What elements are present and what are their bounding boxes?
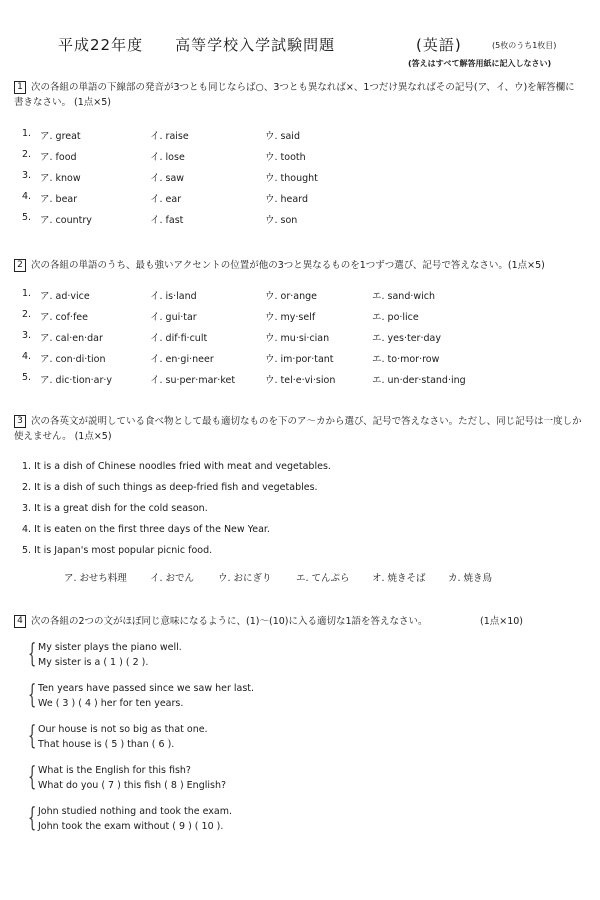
q2-option-b: イ. gui·tar — [150, 312, 197, 323]
q3-sentence: 2. It is a dish of such things as deep-fried fish and vegetables. — [22, 482, 318, 493]
q4-sentence-original: John studied nothing and took the exam. — [38, 806, 232, 817]
q1-option-a: ア. bear — [40, 194, 78, 205]
q2-option-b: イ. en·gi·neer — [150, 354, 214, 365]
brace-bracket: { — [28, 721, 37, 751]
q2-option-b: イ. dif·fi·cult — [150, 333, 208, 344]
q2-option-d: エ. yes·ter·day — [372, 333, 441, 344]
q1-option-a: ア. country — [40, 215, 92, 226]
q2-option-a: ア. ad·vice — [40, 291, 90, 302]
q2-row-number: 1. — [22, 288, 32, 299]
q4-sentence-original: Ten years have passed since we saw her last. — [38, 683, 255, 694]
q1-option-b: イ. raise — [150, 131, 189, 142]
brace-bracket: { — [28, 680, 37, 710]
q3-sentence: 3. It is a great dish for the cold season. — [22, 503, 208, 514]
q3-choice: オ. 焼きそば — [372, 573, 426, 584]
brace-bracket: { — [28, 803, 37, 833]
q2-option-c: ウ. my·self — [265, 312, 316, 323]
q2-row-number: 4. — [22, 351, 32, 362]
q4-instruction — [14, 614, 454, 629]
q1-option-b: イ. saw — [150, 173, 185, 184]
q2-text: 次の各組の単語のうち、最も強いアクセントの位置が他の3つと異なるものを1つずつ選び、記号で答えなさい。(1点×5) — [31, 260, 545, 271]
q4-sentence-rewrite: We ( 3 ) ( 4 ) her for ten years. — [38, 698, 184, 709]
q2-option-c: ウ. im·por·tant — [265, 354, 334, 365]
q1-option-a: ア. know — [40, 173, 81, 184]
q1-number: 1 — [14, 81, 26, 94]
q1-option-a: ア. great — [40, 131, 81, 142]
brace-bracket: { — [28, 639, 37, 669]
q1-option-c: ウ. said — [265, 131, 300, 142]
q2-number: 2 — [14, 259, 26, 272]
q1-row-number: 3. — [22, 170, 32, 181]
q1-option-a: ア. food — [40, 152, 77, 163]
q3-instruction — [14, 414, 586, 444]
q1-option-b: イ. lose — [150, 152, 185, 163]
q1-row-number: 4. — [22, 191, 32, 202]
q3-sentence: 4. It is eaten on the first three days of the New Year. — [22, 524, 270, 535]
q2-option-c: ウ. or·ange — [265, 291, 317, 302]
q2-option-b: イ. su·per·mar·ket — [150, 375, 236, 386]
q4-sentence-rewrite: That house is ( 5 ) than ( 6 ). — [38, 739, 175, 750]
q3-sentence: 1. It is a dish of Chinese noodles fried with meat and vegetables. — [22, 461, 331, 472]
q4-sentence-rewrite: My sister is a ( 1 ) ( 2 ). — [38, 657, 149, 668]
q1-text: 次の各組の単語の下線部の発音が3つとも同じならば○、3つとも異なれば×、1つだけ異なればその記号(ア、イ、ウ)を解答欄に書きなさい。 (1点×5) — [14, 82, 575, 108]
q2-option-d: エ. po·lice — [372, 312, 419, 323]
q2-row-number: 3. — [22, 330, 32, 341]
q2-option-b: イ. is·land — [150, 291, 197, 302]
q2-option-c: ウ. mu·si·cian — [265, 333, 330, 344]
q3-choice: ア. おせち料理 — [64, 573, 127, 584]
q4-sentence-original: Our house is not so big as that one. — [38, 724, 208, 735]
q4-sentence-rewrite: John took the exam without ( 9 ) ( 10 ). — [38, 821, 224, 832]
q1-option-b: イ. fast — [150, 215, 184, 226]
q1-option-c: ウ. heard — [265, 194, 308, 205]
q1-row-number: 1. — [22, 128, 32, 139]
q4-sentence-original: What is the English for this fish? — [38, 765, 191, 776]
q2-option-a: ア. cof·fee — [40, 312, 88, 323]
page-indicator: (5枚のうち1枚目) — [492, 41, 557, 50]
q1-instruction — [14, 80, 584, 110]
q4-sentence-rewrite: What do you ( 7 ) this fish ( 8 ) English? — [38, 780, 227, 791]
q2-row-number: 2. — [22, 309, 32, 320]
q4-points: (1点×10) — [480, 616, 524, 627]
q2-instruction — [14, 258, 584, 273]
q2-option-a: ア. cal·en·dar — [40, 333, 103, 344]
q3-number: 3 — [14, 415, 26, 428]
q1-row-number: 5. — [22, 212, 32, 223]
q1-option-c: ウ. son — [265, 215, 298, 226]
q2-option-c: ウ. tel·e·vi·sion — [265, 375, 336, 386]
q1-option-b: イ. ear — [150, 194, 182, 205]
q2-option-d: エ. un·der·stand·ing — [372, 375, 466, 386]
q1-row-number: 2. — [22, 149, 32, 160]
q2-option-d: エ. to·mor·row — [372, 354, 440, 365]
q1-option-c: ウ. thought — [265, 173, 318, 184]
q1-option-c: ウ. tooth — [265, 152, 306, 163]
q2-option-d: エ. sand·wich — [372, 291, 436, 302]
q2-row-number: 5. — [22, 372, 32, 383]
answer-instruction: (答えはすべて解答用紙に記入しなさい) — [408, 59, 552, 68]
exam-title: 平成22年度 高等学校入学試験問題 — [58, 36, 336, 54]
q2-option-a: ア. dic·tion·ar·y — [40, 375, 113, 386]
q3-sentence: 5. It is Japan's most popular picnic food. — [22, 545, 213, 556]
q3-text: 次の各英文が説明している食べ物として最も適切なものを下のア〜カから選び、記号で答えなさい。ただし、同じ記号は一度しか使えません。 (1点×5) — [14, 416, 582, 442]
q4-number: 4 — [14, 615, 26, 628]
q3-choice: ウ. おにぎり — [218, 573, 272, 584]
q4-text: 次の各組の2つの文がほぼ同じ意味になるように、(1)〜(10)に入る適切な1語を答えなさい。 — [31, 616, 428, 627]
subject-label: (英語) — [416, 36, 462, 54]
brace-bracket: { — [28, 762, 37, 792]
q3-choice: エ. てんぷら — [296, 573, 350, 584]
q3-choice: イ. おでん — [150, 573, 194, 584]
q4-sentence-original: My sister plays the piano well. — [38, 642, 182, 653]
q2-option-a: ア. con·di·tion — [40, 354, 106, 365]
q3-choice: カ. 焼き鳥 — [448, 573, 493, 584]
